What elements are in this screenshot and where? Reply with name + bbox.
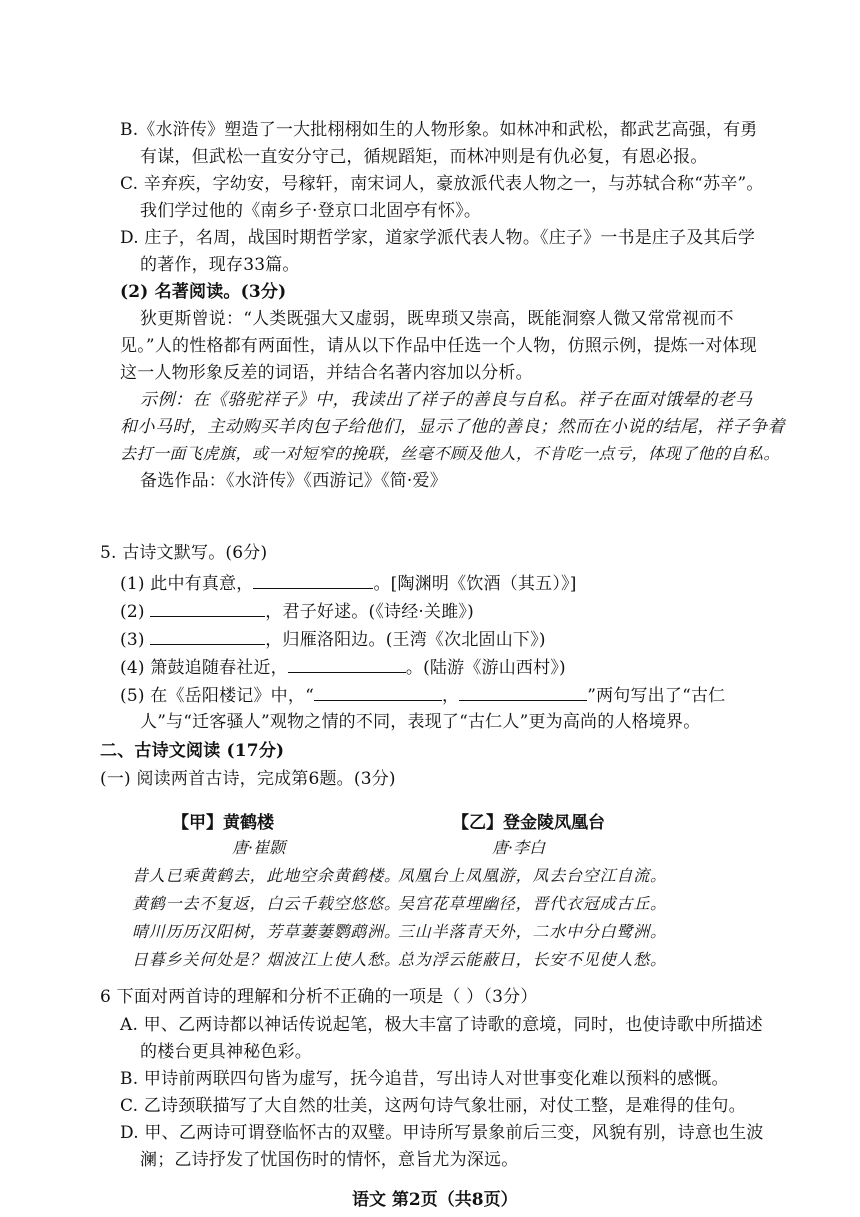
option-b-line2: 有谋，但武松一直安分守己，循规蹈矩，而林冲则是有仇必复，有恩必报。 [140,147,708,167]
q6-option-a-line1: A. 甲、乙两诗都以神话传说起笔，极大丰富了诗歌的意境，同时，也使诗歌中所描述 [120,1015,763,1035]
poem-left-title: 【甲】黄鹤楼 [172,813,274,833]
poem-right-line1: 凤凰台上凤凰游，凤去台空江自流。 [398,866,667,885]
q5-heading: 5. 古诗文默写。(6分) [100,543,268,563]
classics-prompt-line2: 见。”人的性格都有两面性，请从以下作品中任选一个人物，仿照示例，提炼一对体现 [120,336,757,356]
q6-stem: 6 下面对两首诗的理解和分析不正确的一项是（ ）（3分） [100,987,538,1007]
example-line3: 去打一面飞虎旗，或一对短窄的挽联，丝毫不顾及他人，不肯吃一点亏，体现了他的自私。 [120,444,781,463]
q5-item1: (1) 此中有真意， 。[陶渊明《饮酒（其五）》] [120,570,577,596]
option-c-line2: 我们学过他的《南乡子·登京口北固亭有怀》。 [140,201,482,221]
option-d-line1: D. 庄子，名周，战国时期哲学家，道家学派代表人物。《庄子》一书是庄子及其后学 [120,228,756,248]
option-c-line1: C. 辛弃疾，字幼安，号稼轩，南宋词人，豪放派代表人物之一，与苏轼合称“苏辛”。 [120,174,764,194]
page-footer: 语文 第2页（共8页） [352,1190,518,1210]
poem-right-line3: 三山半落青天外，二水中分白鹭洲。 [398,922,667,941]
answer-blank[interactable] [314,682,442,701]
option-d-line2: 的著作，现存33篇。 [140,255,300,275]
answer-blank[interactable] [150,598,265,617]
answer-blank[interactable] [459,682,587,701]
q5-item5-cont: 人”与“迁客骚人”观物之情的不同，表现了“古仁人”更为高尚的人格境界。 [140,712,701,732]
option-b-line1: B.《水浒传》塑造了一大批栩栩如生的人物形象。如林冲和武松，都武艺高强，有勇 [120,120,758,140]
poem-left-author: 唐·崔颢 [232,838,286,857]
section2-subheading: (一) 阅读两首古诗，完成第6题。(3分) [100,769,396,789]
poem-right-title: 【乙】登金陵凤凰台 [452,813,605,833]
classics-prompt-line3: 这一人物形象反差的词语，并结合名著内容加以分析。 [120,363,533,383]
example-line1: 示例：在《骆驼祥子》中，我读出了祥子的善良与自私。祥子在面对饿晕的老马 [140,390,753,410]
poem-left-line4: 日暮乡关何处是？烟波江上使人愁。 [132,950,401,969]
q5-item5: (5) 在《岳阳楼记》中，“ ， ”两句写出了“古仁 [120,682,725,708]
q6-option-c: C. 乙诗颈联描写了大自然的壮美，这两句诗气象壮丽，对仗工整，是难得的佳句。 [120,1096,746,1116]
q5-item4: (4) 箫鼓追随春社近， 。(陆游《游山西村》) [120,654,566,680]
poem-left-line2: 黄鹤一去不复返，白云千载空悠悠。 [132,894,401,913]
q6-option-a-line2: 的楼台更具神秘色彩。 [140,1042,312,1062]
section2-heading: 二、古诗文阅读 (17分) [100,741,285,761]
classics-prompt-line1: 狄更斯曾说：“人类既强大又虚弱，既卑琐又崇高，既能洞察人微又常常视而不 [140,309,734,329]
poem-right-line4: 总为浮云能蔽日，长安不见使人愁。 [398,950,667,969]
q5-item2: (2) ，君子好逑。(《诗经·关雎》) [120,598,474,624]
answer-blank[interactable] [150,626,265,645]
answer-blank[interactable] [288,654,406,673]
poem-right-author: 唐·李白 [492,838,546,857]
q6-option-b: B. 甲诗前两联四句皆为虚写，抚今追昔，写出诗人对世事变化难以预料的感慨。 [120,1069,729,1089]
poem-left-line3: 晴川历历汉阳树，芳草萋萋鹦鹉洲。 [132,922,401,941]
classics-reading-heading: (2) 名著阅读。(3分) [120,282,287,302]
example-line2: 和小马时，主动购买羊肉包子给他们，显示了他的善良；然而在小说的结尾，祥子争着 [120,417,785,437]
optional-works: 备选作品：《水浒传》《西游记》《简·爱》 [140,471,447,491]
q6-option-d-line1: D. 甲、乙两诗可谓登临怀古的双璧。甲诗所写景象前后三变，风貌有别，诗意也生波 [120,1123,764,1143]
poem-left-line1: 昔人已乘黄鹤去，此地空余黄鹤楼。 [132,866,401,885]
poem-right-line2: 吴宫花草埋幽径，晋代衣冠成古丘。 [398,894,667,913]
answer-blank[interactable] [253,570,373,589]
q6-option-d-line2: 澜；乙诗抒发了忧国伤时的情怀，意旨尤为深远。 [140,1150,519,1170]
q5-item3: (3) ，归雁洛阳边。(王湾《次北固山下》) [120,626,546,652]
